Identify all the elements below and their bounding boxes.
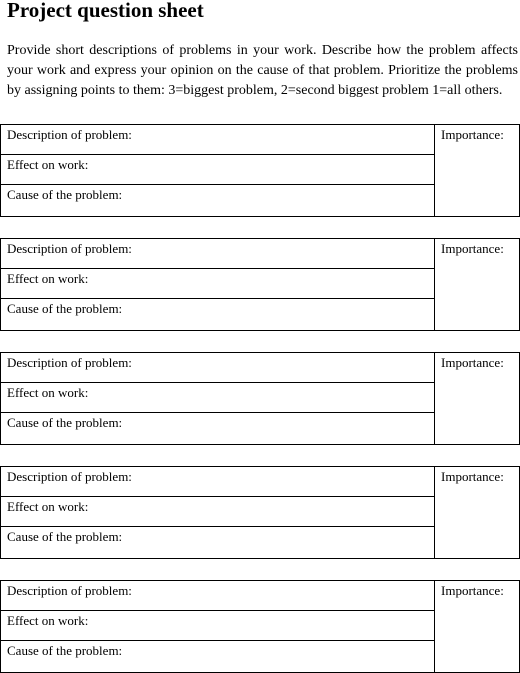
description-field[interactable]	[1, 581, 434, 611]
description-label: Description of problem:	[7, 127, 132, 142]
cause-label: Cause of the problem:	[7, 643, 123, 658]
effect-field[interactable]	[1, 155, 434, 185]
description-label: Description of problem:	[7, 583, 132, 598]
effect-label: Effect on work:	[7, 385, 89, 400]
effect-label: Effect on work:	[7, 271, 89, 286]
cause-label: Cause of the problem:	[7, 415, 123, 430]
problem-form	[0, 580, 520, 673]
importance-label: Importance:	[441, 241, 504, 256]
problem-form	[0, 352, 520, 445]
importance-label: Importance:	[441, 355, 504, 370]
importance-field[interactable]	[441, 469, 504, 485]
effect-label: Effect on work:	[7, 157, 89, 172]
cause-field[interactable]	[1, 527, 434, 558]
effect-field[interactable]	[1, 383, 434, 413]
description-field[interactable]	[1, 125, 434, 155]
effect-label: Effect on work:	[7, 613, 89, 628]
problem-form	[0, 466, 520, 559]
cause-label: Cause of the problem:	[7, 529, 123, 544]
page-title: Project question sheet	[7, 0, 204, 22]
effect-field[interactable]	[1, 269, 434, 299]
problem-form	[0, 124, 520, 217]
description-label: Description of problem:	[7, 355, 132, 370]
problem-fields	[1, 125, 435, 216]
importance-label: Importance:	[441, 583, 504, 598]
effect-field[interactable]	[1, 497, 434, 527]
problem-fields	[1, 467, 435, 558]
description-field[interactable]	[1, 467, 434, 497]
description-field[interactable]	[1, 353, 434, 383]
instructions-text: Provide short descriptions of problems in your work. Describe how the problem affects your work and express your opinion on the cause of that problem. Prioritize the problems by assigning points to them: 3=biggest problem, 2=second biggest problem 1=all others.	[7, 43, 518, 98]
importance-field[interactable]	[441, 355, 504, 371]
cause-label: Cause of the problem:	[7, 187, 123, 202]
description-label: Description of problem:	[7, 469, 132, 484]
description-label: Description of problem:	[7, 241, 132, 256]
cause-field[interactable]	[1, 413, 434, 444]
description-field[interactable]	[1, 239, 434, 269]
cause-field[interactable]	[1, 641, 434, 672]
problem-fields	[1, 353, 435, 444]
importance-field[interactable]	[441, 127, 504, 143]
importance-label: Importance:	[441, 127, 504, 142]
problem-fields	[1, 581, 435, 672]
importance-field[interactable]	[441, 583, 504, 599]
problem-fields	[1, 239, 435, 330]
problem-form	[0, 238, 520, 331]
importance-field[interactable]	[441, 241, 504, 257]
importance-label: Importance:	[441, 469, 504, 484]
effect-field[interactable]	[1, 611, 434, 641]
effect-label: Effect on work:	[7, 499, 89, 514]
problem-forms	[0, 124, 520, 673]
cause-field[interactable]	[1, 299, 434, 330]
cause-label: Cause of the problem:	[7, 301, 123, 316]
cause-field[interactable]	[1, 185, 434, 216]
